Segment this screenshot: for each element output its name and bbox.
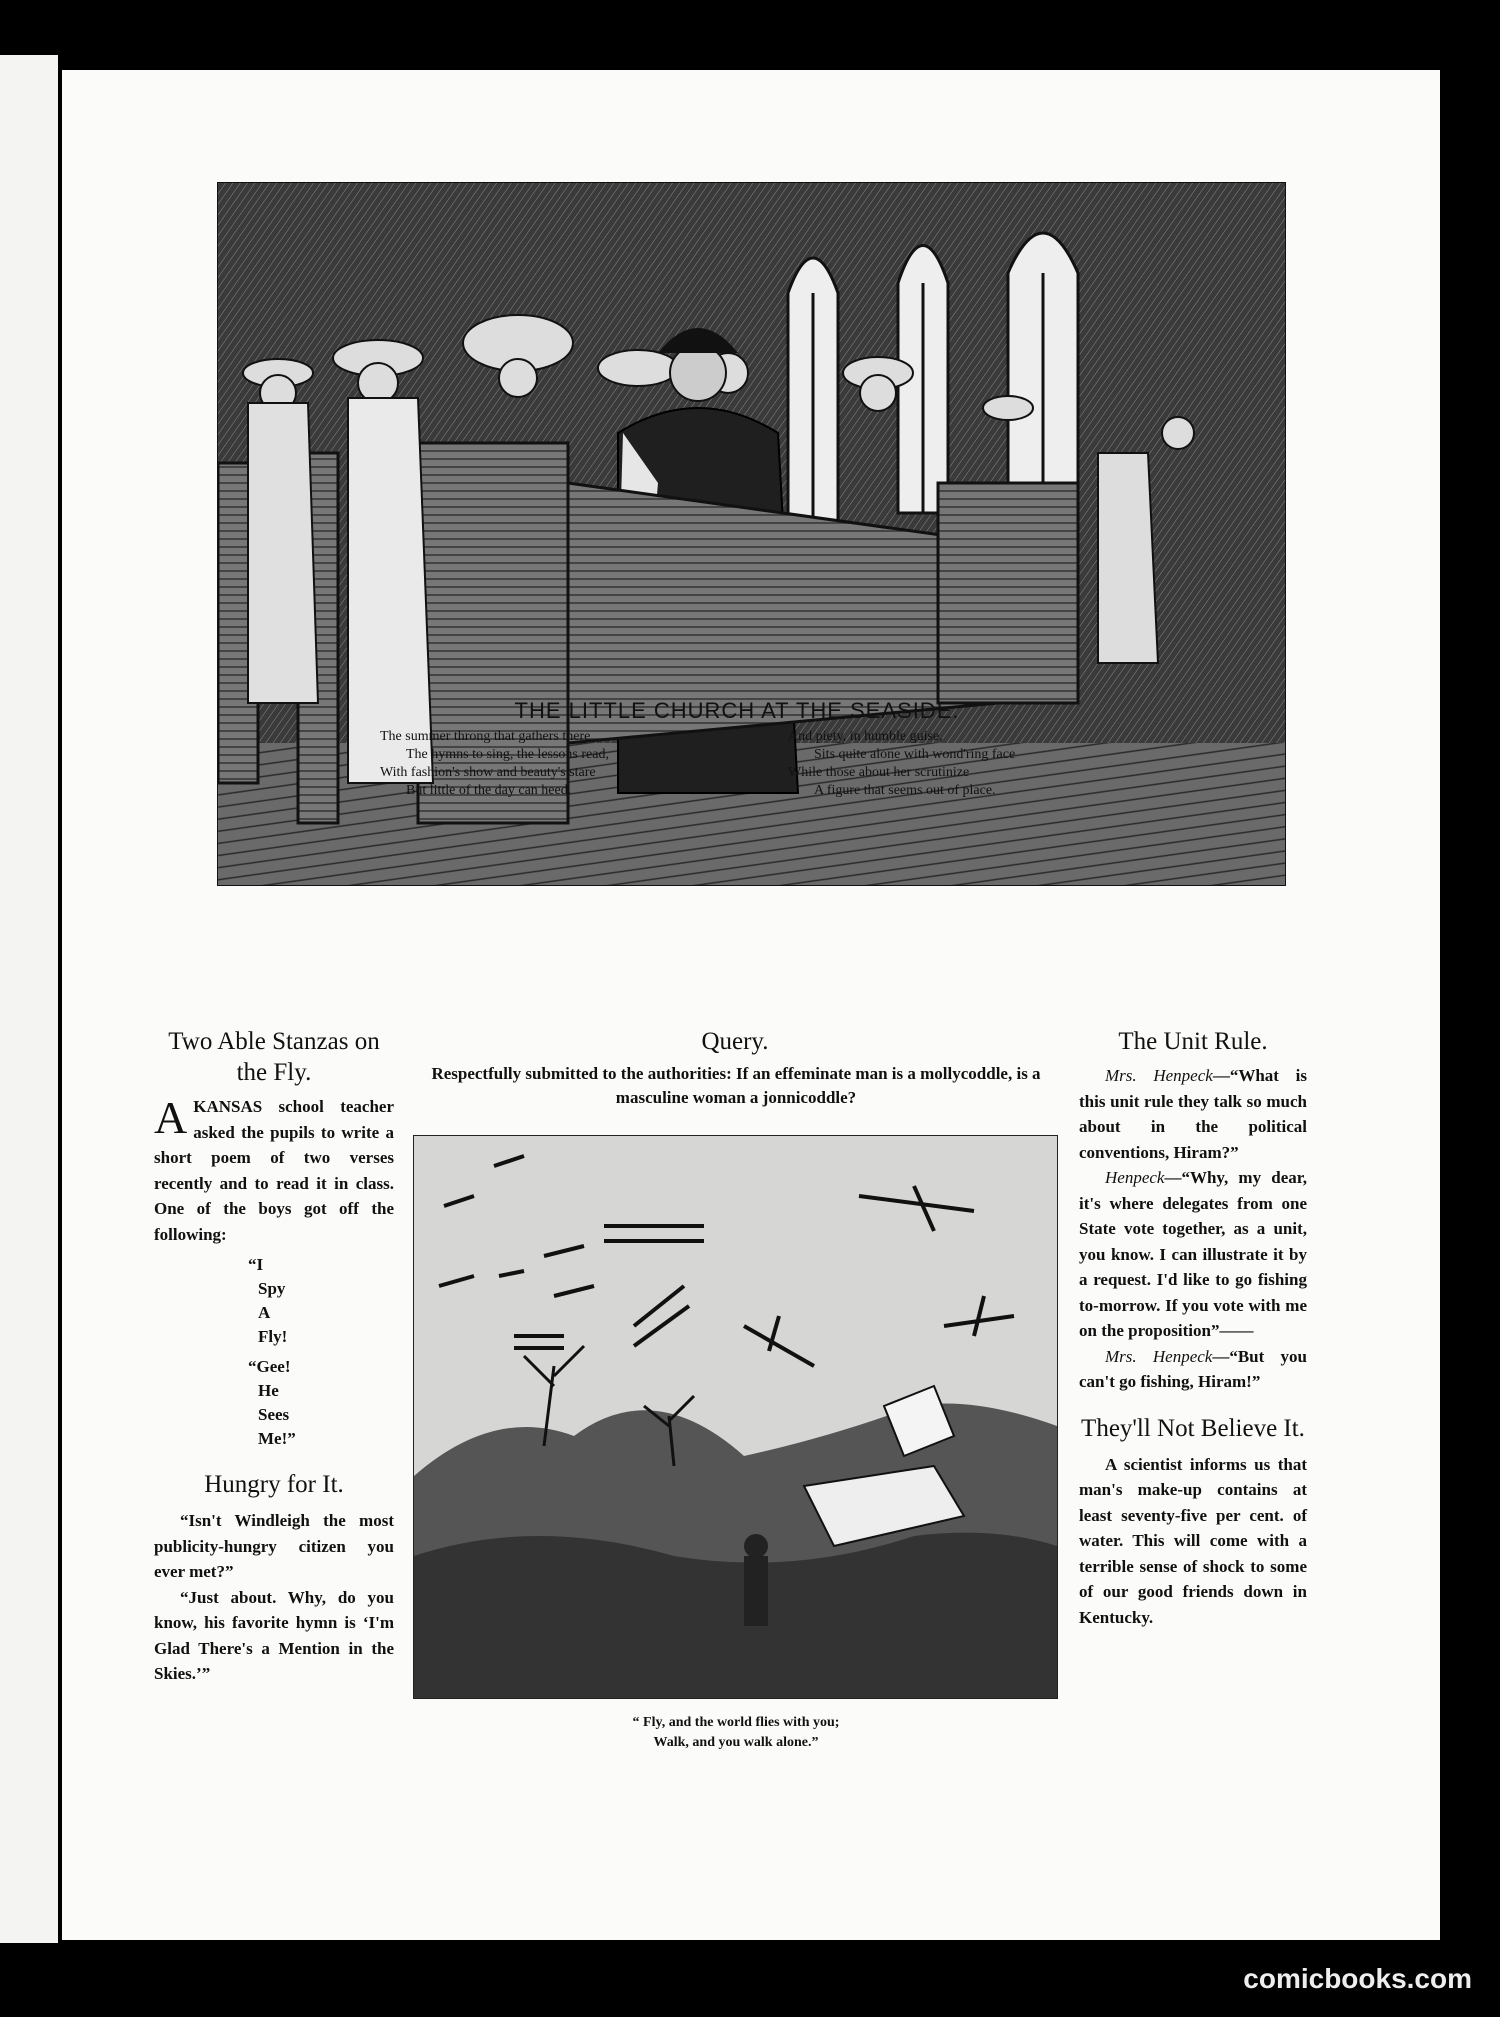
hungry-body	[154, 1508, 394, 1687]
speaker-name: Mrs. Henpeck	[1105, 1346, 1213, 1366]
poem-line: But little of the day can heed.	[406, 783, 572, 798]
verse-line: He	[258, 1381, 279, 1400]
unit-rule-paragraph	[1079, 1165, 1307, 1344]
verse-line: “Gee!	[248, 1357, 291, 1376]
query-title: Query.	[701, 1028, 769, 1055]
church-poem-left	[380, 728, 700, 800]
site-watermark: comicbooks.com	[1243, 1963, 1472, 1994]
verse-line: A	[258, 1303, 271, 1322]
stanzas-title: Two Able Stanzas on the Fly.	[168, 1028, 380, 1086]
dialogue-text: —“What is this unit rule they talk so much about in the political conventions, Hiram?”	[1079, 1066, 1307, 1162]
poem-line: The hymns to sing, the lessons read,	[406, 747, 609, 762]
unit-rule-body	[1079, 1063, 1307, 1395]
left-column	[154, 1026, 394, 1687]
drop-cap: A	[154, 1092, 188, 1143]
caption-line: Walk, and you walk alone.”	[653, 1735, 819, 1750]
unit-rule-paragraph	[1079, 1063, 1307, 1165]
church-poem-right	[788, 728, 1128, 800]
poem-line: While those about her scrutinize	[788, 765, 970, 780]
stanzas-body	[154, 1094, 394, 1247]
hungry-title: Hungry for It.	[204, 1471, 344, 1498]
poem-line: And piety, in humble guise,	[788, 729, 943, 744]
poem-line: With fashion's show and beauty's stare	[380, 765, 596, 780]
verse-one	[154, 1253, 394, 1349]
hungry-paragraph: “Isn't Windleigh the most publicity-hungry citizen you ever met?”	[154, 1511, 394, 1581]
poem-line: A figure that seems out of place.	[814, 783, 996, 798]
magazine-page	[62, 70, 1440, 1940]
verse-two	[154, 1355, 394, 1451]
verse-line: Sees	[258, 1405, 290, 1424]
believe-paragraph: A scientist informs us that man's make-up contains at least seventy-five per cent. of water. This will come with a terrible sense of shock to some of our good friends down in Kentucky.	[1079, 1454, 1307, 1627]
hungry-paragraph: “Just about. Why, do you know, his favorite hymn is ‘I'm Glad There's a Mention in the Skies.’”	[154, 1587, 394, 1683]
caption-line: “ Fly, and the world flies with you;	[632, 1715, 840, 1730]
believe-body	[1079, 1452, 1307, 1631]
verse-line: “I	[248, 1255, 264, 1274]
believe-title: They'll Not Believe It.	[1081, 1414, 1305, 1442]
church-headline: THE LITTLE CHURCH AT THE SEASIDE.	[514, 698, 960, 723]
dialogue-text: —“Why, my dear, it's where delegates from one State vote together, as a unit, you know. I can illustrate it by a request. I'd like to go fishing to-morrow. If you vote with me on the proposition”——	[1079, 1168, 1307, 1340]
dialogue-text: —“But you can't go fishing, Hiram!”	[1079, 1346, 1307, 1391]
airplanes-caption	[418, 1713, 1054, 1753]
query-text: Respectfully submitted to the authorities: If an effeminate man is a mollycoddle, is a masculine woman a jonnicoddle?	[431, 1064, 1041, 1107]
facing-page-edge	[0, 55, 58, 1943]
poem-line: Sits quite alone with wond'ring face	[814, 747, 1016, 762]
speaker-name: Henpeck	[1105, 1168, 1165, 1187]
verse-line: Me!”	[258, 1429, 296, 1448]
airplanes-illustration	[413, 1135, 1058, 1699]
speaker-name: Mrs. Henpeck	[1105, 1066, 1213, 1085]
stanzas-text: KANSAS school teacher asked the pupils to write a short poem of two verses recently and to read it in class. One of the boys got off the following:	[154, 1097, 394, 1244]
right-column	[1079, 1026, 1307, 1630]
verse-line: Fly!	[258, 1327, 288, 1346]
unit-rule-paragraph	[1079, 1344, 1307, 1395]
verse-line: Spy	[258, 1279, 286, 1298]
poem-line: The summer throng that gathers there	[380, 729, 591, 744]
unit-rule-title: The Unit Rule.	[1118, 1028, 1268, 1055]
